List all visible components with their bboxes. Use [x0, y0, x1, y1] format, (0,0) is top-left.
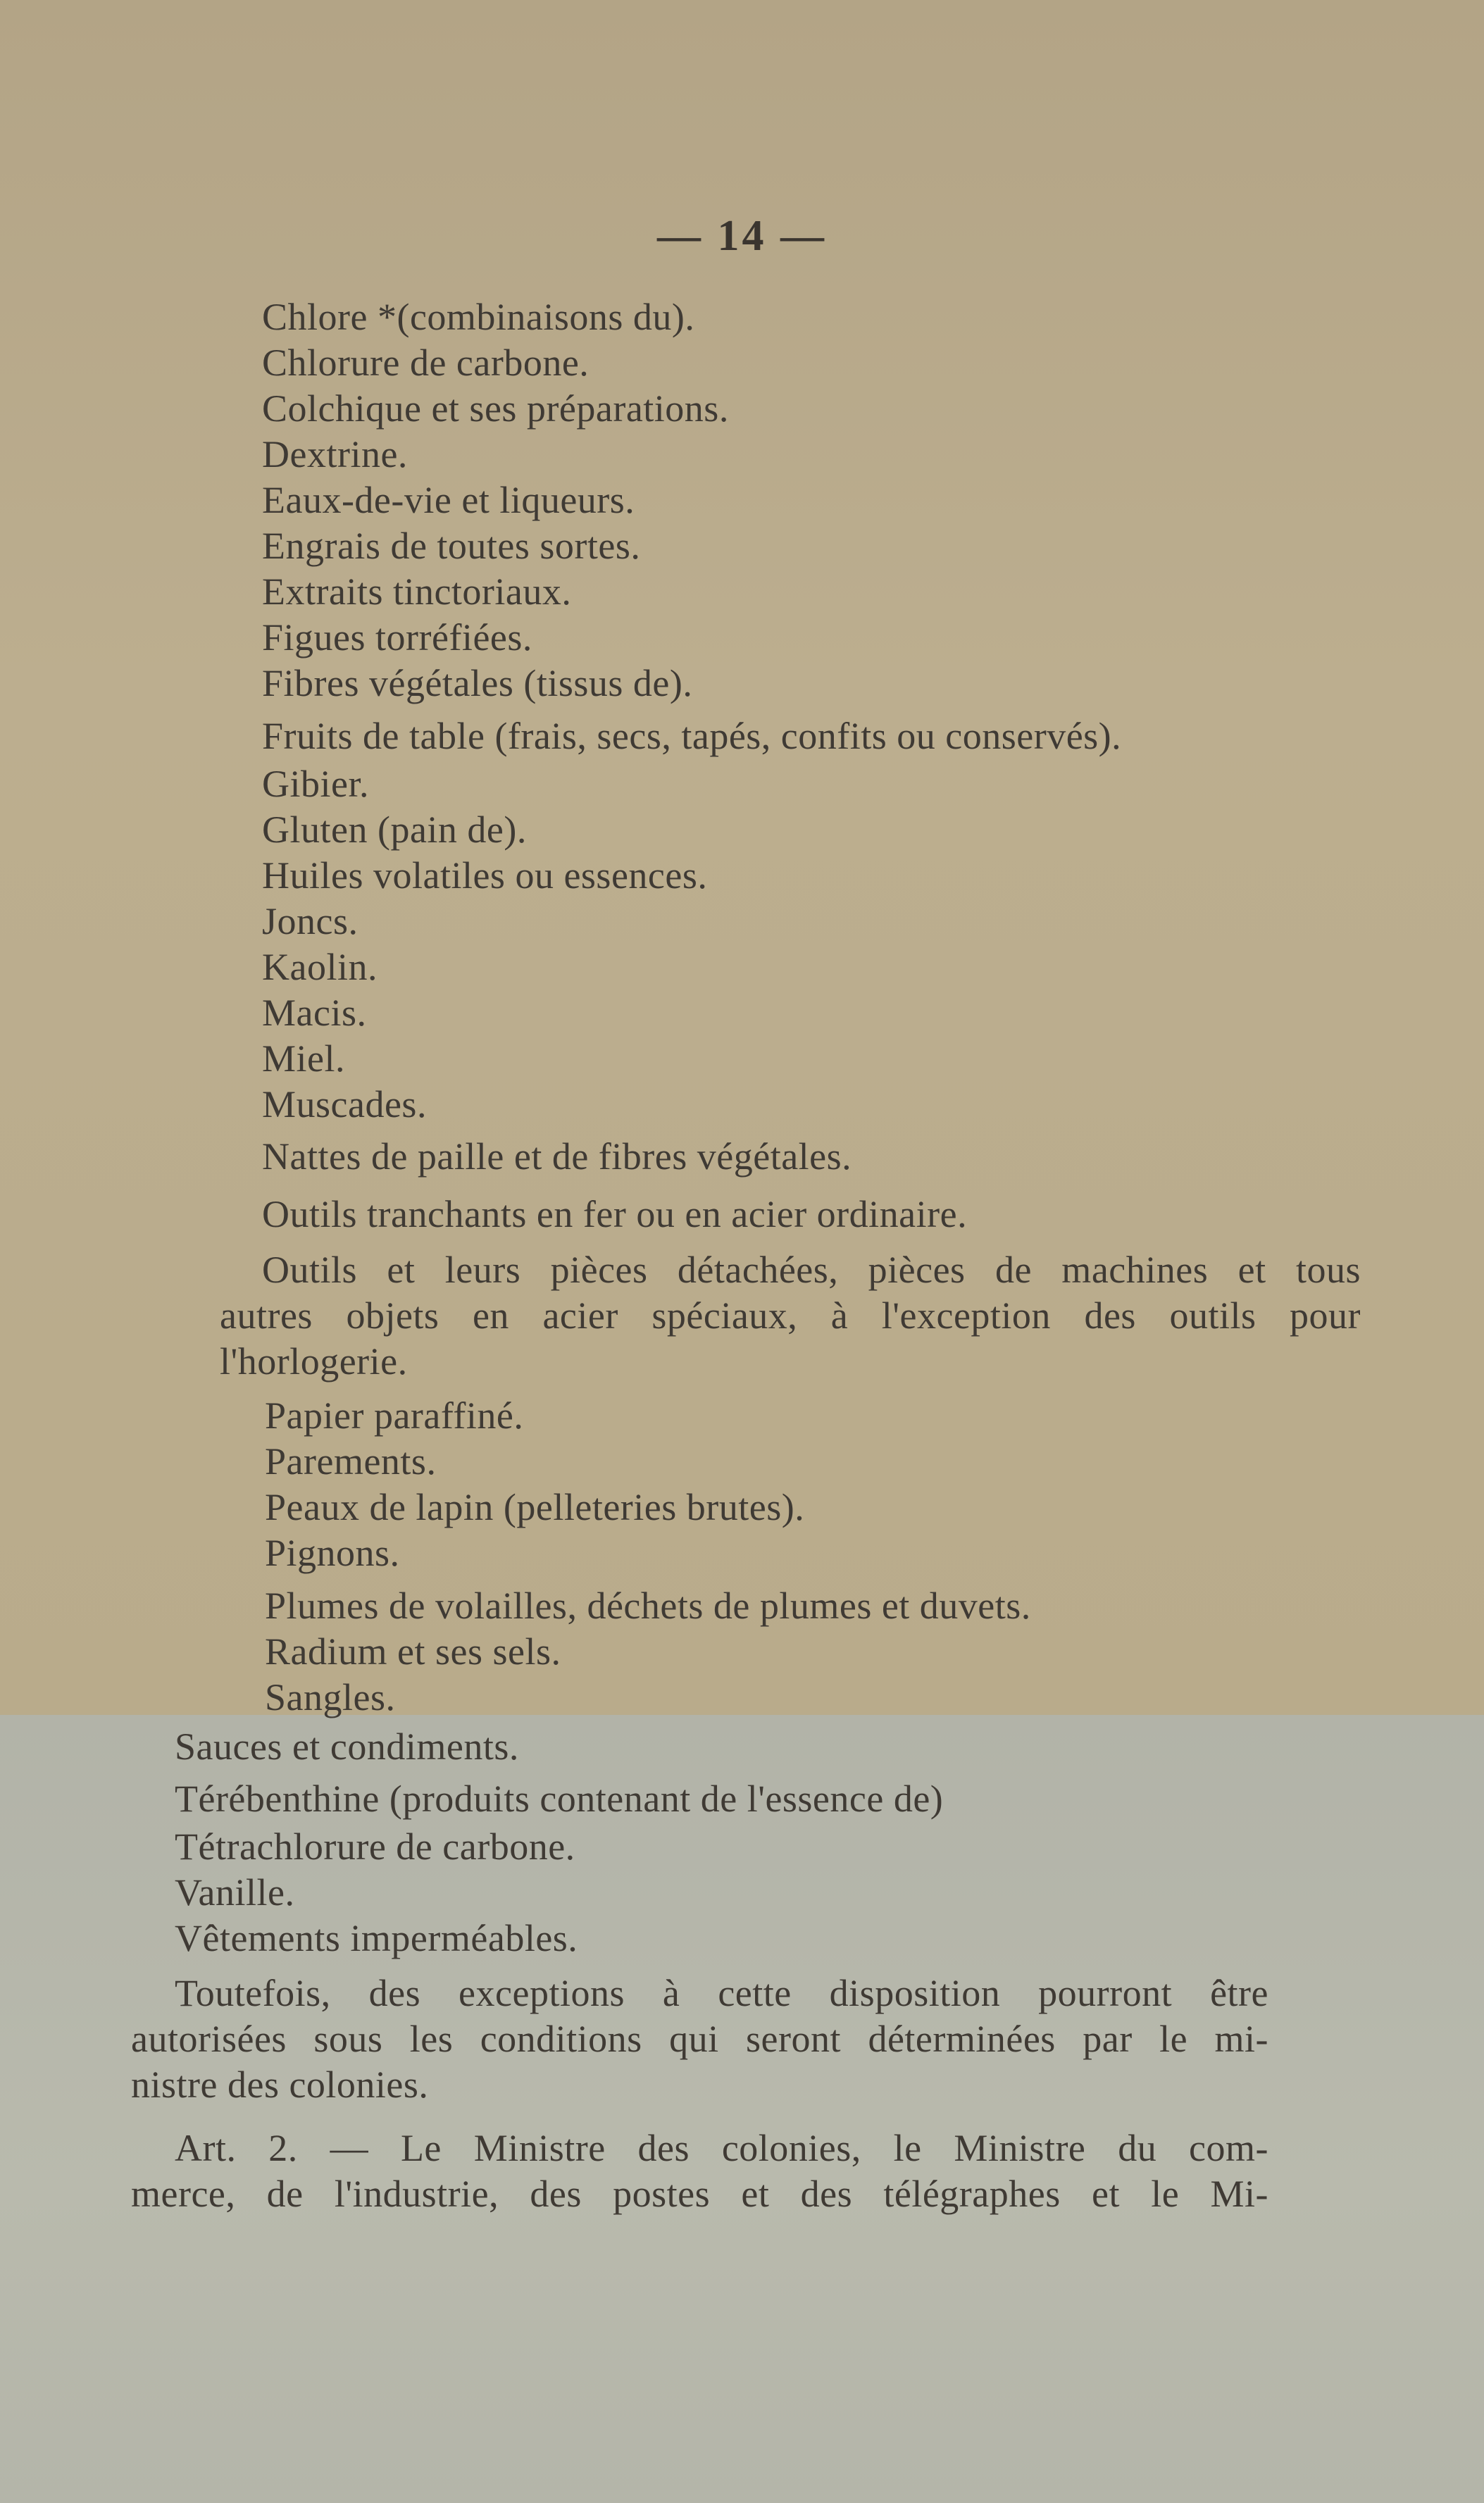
list-item: Dextrine. [262, 433, 408, 475]
paragraph-line: Outils et leurs pièces détachées, pièces de machines et tous [262, 1249, 1361, 1291]
list-item: Figues torréfiées. [262, 616, 532, 658]
paragraph-line: Art. 2. — Le Ministre des colonies, le Ministre du com- [175, 2127, 1268, 2169]
list-item: Extraits tinctoriaux. [262, 570, 572, 613]
list-item: Engrais de toutes sortes. [262, 525, 641, 567]
list-item: Fibres végétales (tissus de). [262, 662, 693, 704]
list-item: Chlore *(combinaisons du). [262, 296, 695, 338]
list-item: Radium et ses sels. [265, 1630, 561, 1673]
list-item: Vêtements imperméables. [175, 1917, 578, 1959]
list-item: Muscades. [262, 1083, 427, 1125]
list-item: Sauces et condiments. [175, 1725, 519, 1768]
paragraph-line: merce, de l'industrie, des postes et des télégraphes et le Mi- [131, 2173, 1268, 2215]
paragraph-line: nistre des colonies. [131, 2064, 429, 2106]
list-item: Gluten (pain de). [262, 809, 527, 851]
list-item: Sangles. [265, 1676, 396, 1718]
list-item: Chlorure de carbone. [262, 342, 590, 384]
list-item: Huiles volatiles ou essences. [262, 854, 708, 897]
list-item: Parements. [265, 1440, 437, 1483]
list-item: Joncs. [262, 900, 358, 942]
list-item: Macis. [262, 992, 367, 1034]
list-item: Vanille. [175, 1871, 295, 1914]
list-item: Pignons. [265, 1532, 400, 1574]
paragraph-line: autorisées sous les conditions qui seront déterminées par le mi- [131, 2018, 1268, 2060]
list-item: Térébenthine (produits contenant de l'essence de) [175, 1778, 944, 1820]
page-number: — 14 — [657, 212, 827, 260]
list-item: Eaux-de-vie et liqueurs. [262, 479, 635, 521]
list-item: Miel. [262, 1037, 345, 1080]
list-item: Kaolin. [262, 946, 378, 988]
list-item: Plumes de volailles, déchets de plumes et duvets. [265, 1585, 1031, 1627]
list-item: Outils tranchants en fer ou en acier ordinaire. [262, 1193, 968, 1235]
paragraph-line: l'horlogerie. [220, 1340, 408, 1382]
paragraph-line: autres objets en acier spéciaux, à l'exception des outils pour [220, 1294, 1361, 1337]
paragraph-line: Toutefois, des exceptions à cette disposition pourront être [175, 1972, 1268, 2014]
list-item: Peaux de lapin (pelleteries brutes). [265, 1486, 805, 1528]
list-item: Colchique et ses préparations. [262, 387, 729, 430]
list-item: Fruits de table (frais, secs, tapés, confits ou conservés). [262, 715, 1122, 757]
list-item: Nattes de paille et de fibres végétales. [262, 1135, 852, 1178]
list-item: Gibier. [262, 763, 369, 805]
list-item: Papier paraffiné. [265, 1394, 524, 1437]
list-item: Tétrachlorure de carbone. [175, 1825, 575, 1868]
